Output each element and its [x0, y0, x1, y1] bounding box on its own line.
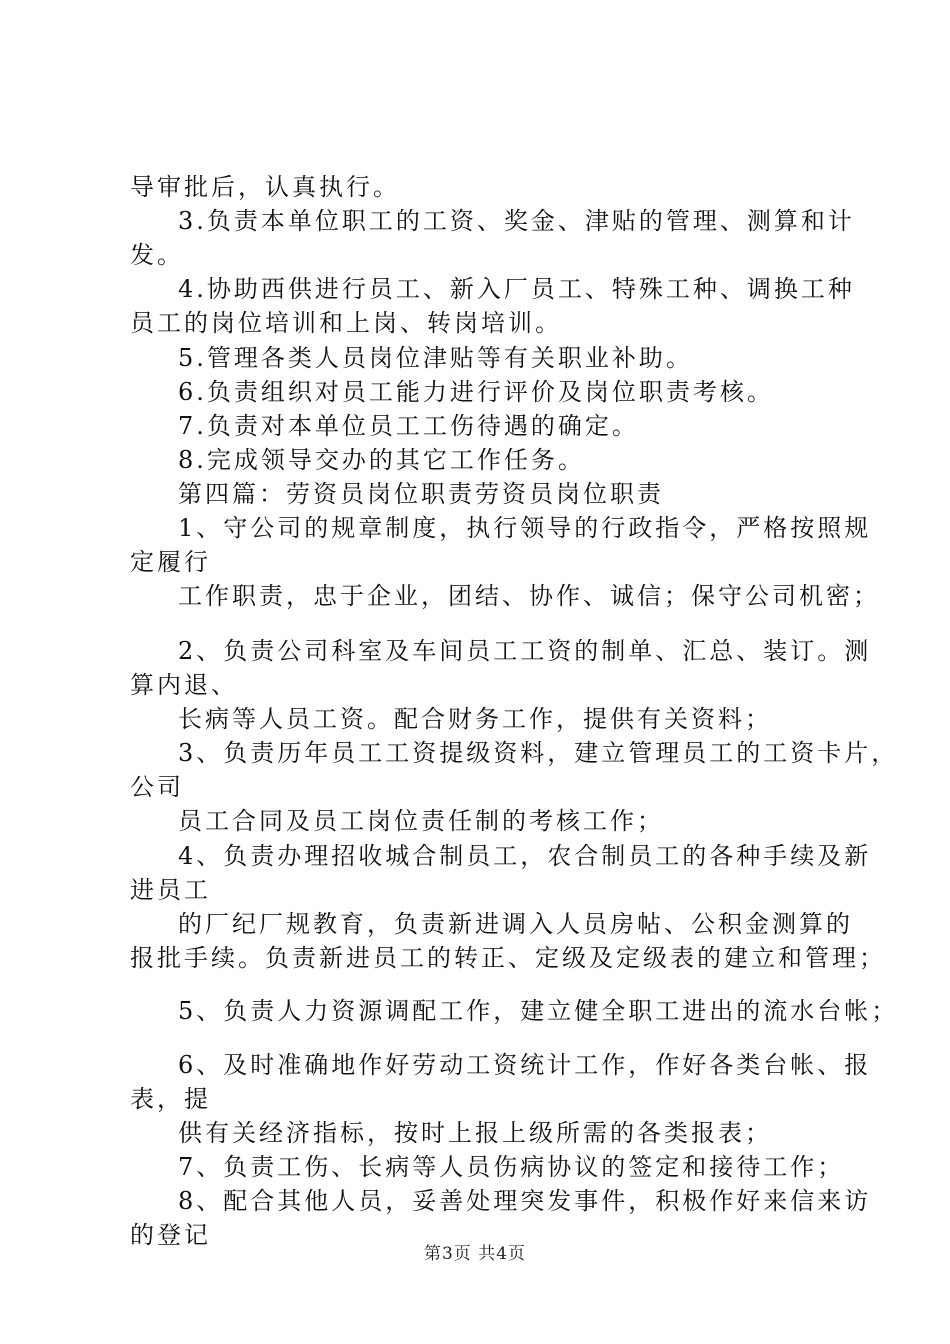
text-line: 6、及时准确地作好劳动工资统计工作，作好各类台帐、报 — [178, 1051, 872, 1079]
text-line: 工作职责，忠于企业，团结、协作、诚信；保守公司机密； — [178, 582, 880, 610]
text-line: 供有关经济指标，按时上报上级所需的各类报表； — [178, 1119, 772, 1147]
text-line: 员工合同及员工岗位责任制的考核工作； — [178, 807, 664, 835]
text-line: 5、负责人力资源调配工作，建立健全职工进出的流水台帐； — [178, 997, 899, 1025]
text-line: 6.负责组织对员工能力进行评价及岗位职责考核。 — [178, 378, 774, 406]
text-line: 3、负责历年员工工资提级资料，建立管理员工的工资卡片， — [178, 739, 899, 767]
text-line: 8、配合其他人员，妥善处理突发事件，积极作好来信来访 — [178, 1187, 872, 1215]
text-line: 1、守公司的规章制度，执行领导的行政指令，严格按照规 — [178, 514, 872, 542]
text-line: 定履行 — [130, 548, 211, 576]
text-line: 的登记 — [130, 1221, 211, 1249]
text-line: 表，提 — [130, 1085, 211, 1113]
text-line: 3.负责本单位职工的工资、奖金、津贴的管理、测算和计 — [178, 207, 855, 235]
text-line: 员工的岗位培训和上岗、转岗培训。 — [130, 309, 562, 337]
text-line: 算内退、 — [130, 671, 238, 699]
text-line: 的厂纪厂规教育，负责新进调入人员房帖、公积金测算的 — [178, 910, 853, 938]
text-line: 5.管理各类人员岗位津贴等有关职业补助。 — [178, 344, 693, 372]
text-line: 2、负责公司科室及车间员工工资的制单、汇总、装订。测 — [178, 637, 872, 665]
text-line: 发。 — [130, 241, 184, 269]
text-line: 公司 — [130, 773, 184, 801]
text-line: 导审批后，认真执行。 — [130, 173, 400, 201]
text-line: 4.协助西供进行员工、新入厂员工、特殊工种、调换工种 — [178, 275, 855, 303]
text-line: 8.完成领导交办的其它工作任务。 — [178, 446, 585, 474]
section-heading: 第四篇：劳资员岗位职责劳资员岗位职责 — [178, 480, 664, 508]
text-line: 进员工 — [130, 876, 211, 904]
text-line: 4、负责办理招收城合制员工，农合制员工的各种手续及新 — [178, 842, 872, 870]
text-line: 7、负责工伤、长病等人员伤病协议的签定和接待工作； — [178, 1153, 845, 1181]
text-line: 7.负责对本单位员工工伤待遇的确定。 — [178, 412, 639, 440]
text-line: 报批手续。负责新进员工的转正、定级及定级表的建立和管理； — [130, 944, 886, 972]
text-line: 长病等人员工资。配合财务工作，提供有关资料； — [178, 705, 772, 733]
page-number: 第3页 共4页 — [423, 1244, 527, 1264]
